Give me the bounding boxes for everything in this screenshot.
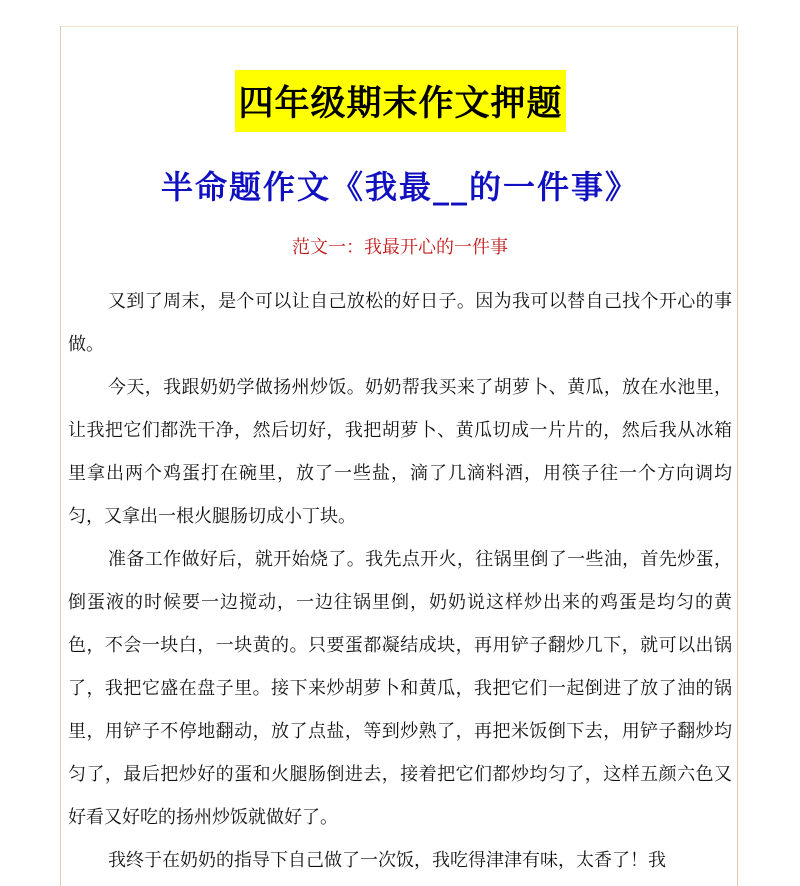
- document-subtitle: 半命题作文《我最__的一件事》: [160, 168, 639, 206]
- document-title: 四年级期末作文押题: [238, 83, 563, 124]
- title-highlight: [235, 70, 566, 132]
- paragraph-1: 又到了周末，是个可以让自己放松的好日子。因为我可以替自己找个开心的事做。: [68, 291, 732, 355]
- essay-body: [68, 280, 732, 882]
- paragraph-3: 准备工作做好后，就开始烧了。我先点开火，往锅里倒了一些油，首先炒蛋，倒蛋液的时候要一边搅动，一边往锅里倒，奶奶说这样炒出来的鸡蛋是均匀的黄色，不会一块白，一块黄的。只要蛋都凝结成块，再用铲子翻炒几下，就可以出锅了，我把它盛在盘子里。接下来炒胡萝卜和黄瓜，我把它们一起倒进了放了油的锅里，用铲子不停地翻动，放了点盐，等到炒熟了，再把米饭倒下去，用铲子翻炒均匀了，最后把炒好的蛋和火腿肠倒进去，接着把它们都炒均匀了，这样五颜六色又好看又好吃的扬州炒饭就做好了。: [68, 549, 732, 828]
- paragraph-2: 今天，我跟奶奶学做扬州炒饭。奶奶帮我买来了胡萝卜、黄瓜，放在水池里，让我把它们都洗干净，然后切好，我把胡萝卜、黄瓜切成一片片的，然后我从冰箱里拿出两个鸡蛋打在碗里，放了一些盐，滴了几滴料酒，用筷子往一个方向调均匀，又拿出一根火腿肠切成小丁块。: [68, 377, 732, 527]
- essay-title: 范文一：我最开心的一件事: [292, 237, 508, 258]
- paragraph-4: 我终于在奶奶的指导下自己做了一次饭，我吃得津津有味，太香了！我: [108, 850, 666, 871]
